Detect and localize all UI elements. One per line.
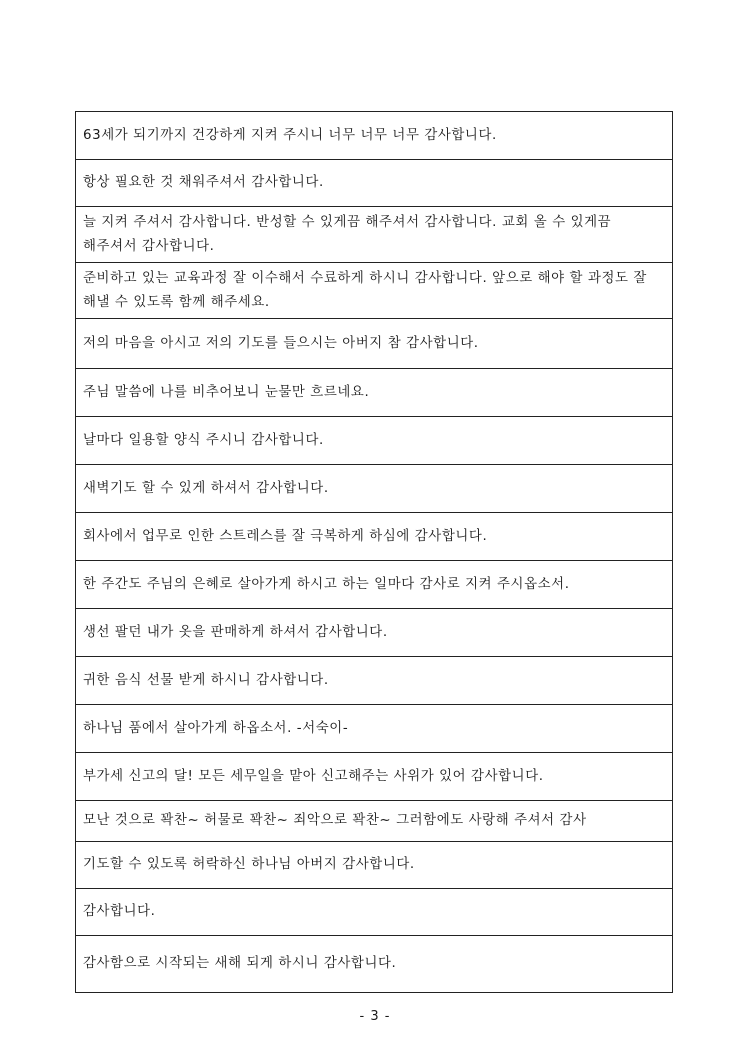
entry-text: 한 주간도 주님의 은혜로 살아가게 하시고 하는 일마다 감사로 지켜 주시옵소서. — [83, 576, 570, 592]
table-row — [76, 263, 672, 319]
entry-text: 항상 필요한 것 채워주셔서 감사합니다. — [83, 175, 324, 190]
entry-text: 회사에서 업무로 인한 스트레스를 잘 극복하게 하심에 감사합니다. — [83, 528, 488, 544]
table-row — [76, 657, 672, 705]
table-row — [76, 842, 672, 889]
table-row — [76, 609, 672, 657]
table-row — [76, 753, 672, 801]
entry-text: 귀한 음식 선물 받게 하시니 감사합니다. — [83, 672, 329, 688]
table-row — [76, 160, 672, 207]
gratitude-table — [75, 111, 673, 993]
table-row — [76, 112, 672, 160]
table-row — [76, 936, 672, 992]
entry-text: 주님 말씀에 나를 비추어보니 눈물만 흐르네요. — [83, 384, 370, 400]
entry-text: 63세가 되기까지 건강하게 지켜 주시니 너무 너무 너무 감사합니다. — [83, 127, 497, 143]
table-row — [76, 889, 672, 936]
entry-text: 감사합니다. — [83, 904, 156, 919]
entry-text: 모난 것으로 꽉찬~ 허물로 꽉찬~ 죄악으로 꽉찬~ 그러함에도 사랑해 주셔서 감사 — [83, 813, 587, 828]
entry-text: 부가세 신고의 달! 모든 세무일을 맡아 신고해주는 사위가 있어 감사합니다. — [83, 768, 544, 784]
table-row — [76, 417, 672, 465]
table-row — [76, 561, 672, 609]
entry-text: 감사함으로 시작되는 새해 되게 하시니 감사합니다. — [83, 956, 397, 971]
table-row — [76, 513, 672, 561]
page-number: - 3 - — [359, 1009, 391, 1024]
table-row — [76, 369, 672, 417]
entry-text: 새벽기도 할 수 있게 하셔서 감사합니다. — [83, 480, 329, 496]
entry-text: 날마다 일용할 양식 주시니 감사합니다. — [83, 432, 324, 448]
table-row — [76, 705, 672, 753]
entry-text: 늘 지켜 주셔서 감사합니다. 반성할 수 있게끔 해주셔서 감사합니다. 교회 올 수 있게끔 해주셔서 감사합니다. — [83, 214, 612, 254]
table-row — [76, 207, 672, 263]
entry-text: 준비하고 있는 교육과정 잘 이수해서 수료하게 하시니 감사합니다. 앞으로 해야 할 과정도 잘 해낼 수 있도록 함께 해주세요. — [83, 270, 647, 310]
entry-text: 생선 팔던 내가 옷을 판매하게 하셔서 감사합니다. — [83, 624, 388, 640]
table-row — [76, 319, 672, 369]
entry-text: 하나님 품에서 살아가게 하옵소서. -서숙이- — [83, 720, 349, 736]
entry-text: 저의 마음을 아시고 저의 기도를 들으시는 아버지 참 감사합니다. — [83, 335, 479, 351]
table-row — [76, 465, 672, 513]
table-row — [76, 801, 672, 842]
entry-text: 기도할 수 있도록 허락하신 하나님 아버지 감사합니다. — [83, 857, 415, 872]
